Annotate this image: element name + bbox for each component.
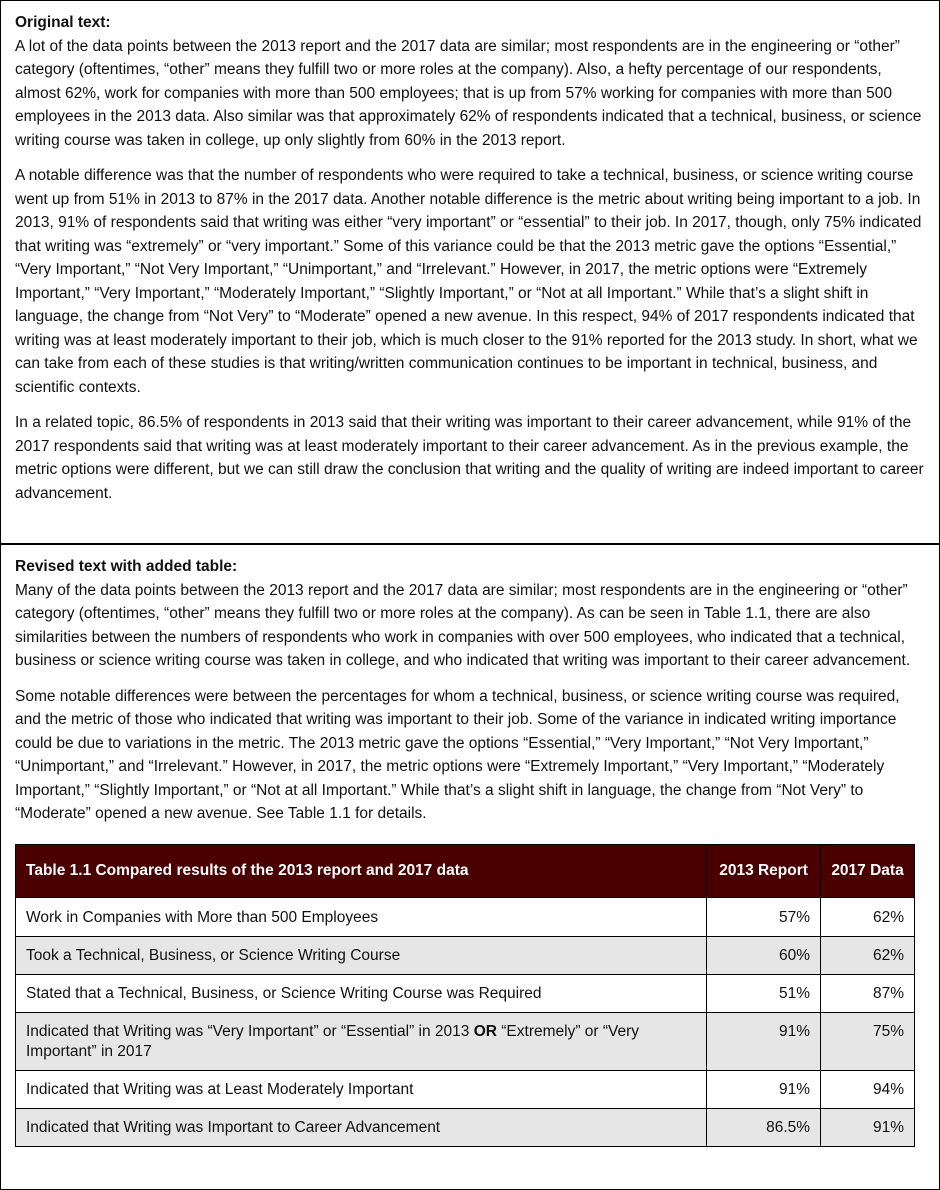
original-paragraph-3: In a related topic, 86.5% of respondents in 2013 said that their writing was important to their career advancement, while 91% of the 2017 respondents said that writing was at least moderately important to their career advancement. As in the previous example, the metric options were different, but we can still draw the conclusion that writing and the quality of writing are indeed important to career advancement.	[15, 414, 924, 502]
row-label: Work in Companies with More than 500 Employees	[16, 897, 707, 936]
row-label: Took a Technical, Business, or Science Writing Course	[16, 936, 707, 974]
table-row	[16, 974, 915, 1012]
column-header-2017: 2017 Data	[821, 844, 915, 897]
row-label: Indicated that Writing was at Least Moderately Important	[16, 1070, 707, 1108]
row-label-part: “Extremely” or “Very Important” in 2017	[26, 1022, 640, 1060]
table-row	[16, 1070, 915, 1108]
row-label: Stated that a Technical, Business, or Science Writing Course was Required	[16, 974, 707, 1012]
original-paragraph-1: A lot of the data points between the 2013 report and the 2017 data are similar; most respondents are in the engineering or “other” category (oftentimes, “other” means they fulfill two or more roles at the company). Also, a hefty percentage of our respondents, almost 62%, work for companies with more than 500 employees; that is up from 57% working for companies with more than 500 employees in the 2013 data. Also similar was that approximately 62% of respondents indicated that a technical, business, or science writing course was taken in college, up only slightly from 60% in the 2013 report.	[15, 37, 922, 149]
revised-paragraph-2: Some notable differences were between the percentages for whom a technical, business, or science writing course was required, and the metric of those who indicated that writing was important to their job. Some of the variance in indicated writing importance could be due to variations in the metric. The 2013 metric gave the options “Essential,” “Very Important,” “Not Very Important,” “Unimportant,” and “Irrelevant.” However, in 2017, the metric options were “Extremely Important,” “Very Important,” “Moderately Important,” “Slightly Important,” or “Not at all Important.” While that’s a slight shift in language, the change from “Not Very” to “Moderate” opened a new avenue. See Table 1.1 for details.	[15, 687, 900, 822]
value-2017: 62%	[821, 897, 915, 936]
revised-text-section	[1, 543, 939, 1157]
value-2013: 57%	[707, 897, 821, 936]
revised-text-label: Revised text with added table:	[15, 558, 238, 575]
row-label	[16, 1012, 707, 1070]
value-2017: 87%	[821, 974, 915, 1012]
table-header-row	[16, 844, 915, 897]
row-label-part: Indicated that Writing was “Very Important” or “Essential” in 2013	[26, 1022, 474, 1040]
value-2013: 91%	[707, 1012, 821, 1070]
original-text-section	[1, 1, 939, 543]
revised-paragraph-1: Many of the data points between the 2013 report and the 2017 data are similar; most respondents are in the engineering or “other” category (oftentimes, “other” means they fulfill two or more roles at the company). As can be seen in Table 1.1, there are also similarities between the numbers of respondents who work in companies with over 500 employees, who indicated that a technical, business or science writing course was taken in college, and who indicated that writing was important to their career advancement.	[15, 581, 911, 669]
value-2013: 91%	[707, 1070, 821, 1108]
column-header-2013: 2013 Report	[707, 844, 821, 897]
value-2017: 91%	[821, 1108, 915, 1146]
table-row	[16, 897, 915, 936]
value-2017: 94%	[821, 1070, 915, 1108]
row-label: Indicated that Writing was Important to Career Advancement	[16, 1108, 707, 1146]
row-label-emphasis: OR	[473, 1022, 497, 1040]
comparison-table	[15, 844, 915, 1147]
value-2013: 60%	[707, 936, 821, 974]
original-paragraph-2: A notable difference was that the number of respondents who were required to take a technical, business, or science writing course went up from 51% in 2013 to 87% in the 2017 data. Another notable difference is the metric about writing being important to a job. In 2013, 91% of respondents said that writing was either “very important” or “essential” to their job. In 2017, though, only 75% indicated that writing was “extremely” or “very important.” Some of this variance could be that the 2013 metric gave the options “Essential,” “Very Important,” “Not Very Important,” “Unimportant,” and “Irrelevant.” However, in 2017, the metric options were “Extremely Important,” “Very Important,” “Moderately Important,” “Slightly Important,” or “Not at all Important.” While that’s a slight shift in language, the change from “Not Very” to “Moderate” opened a new avenue. In this respect, 94% of 2017 respondents indicated that writing was at least moderately important to their job, which is much closer to the 91% reported for the 2013 study. In short, what we can take from each of these studies is that writing/written communication continues to be important in technical, business, and scientific contexts.	[15, 167, 922, 396]
table-row	[16, 936, 915, 974]
table-caption: Table 1.1 Compared results of the 2013 report and 2017 data	[16, 844, 707, 897]
value-2017: 75%	[821, 1012, 915, 1070]
table-row	[16, 1012, 915, 1070]
value-2013: 51%	[707, 974, 821, 1012]
value-2013: 86.5%	[707, 1108, 821, 1146]
table-row	[16, 1108, 915, 1146]
original-text-label: Original text:	[15, 14, 111, 31]
value-2017: 62%	[821, 936, 915, 974]
